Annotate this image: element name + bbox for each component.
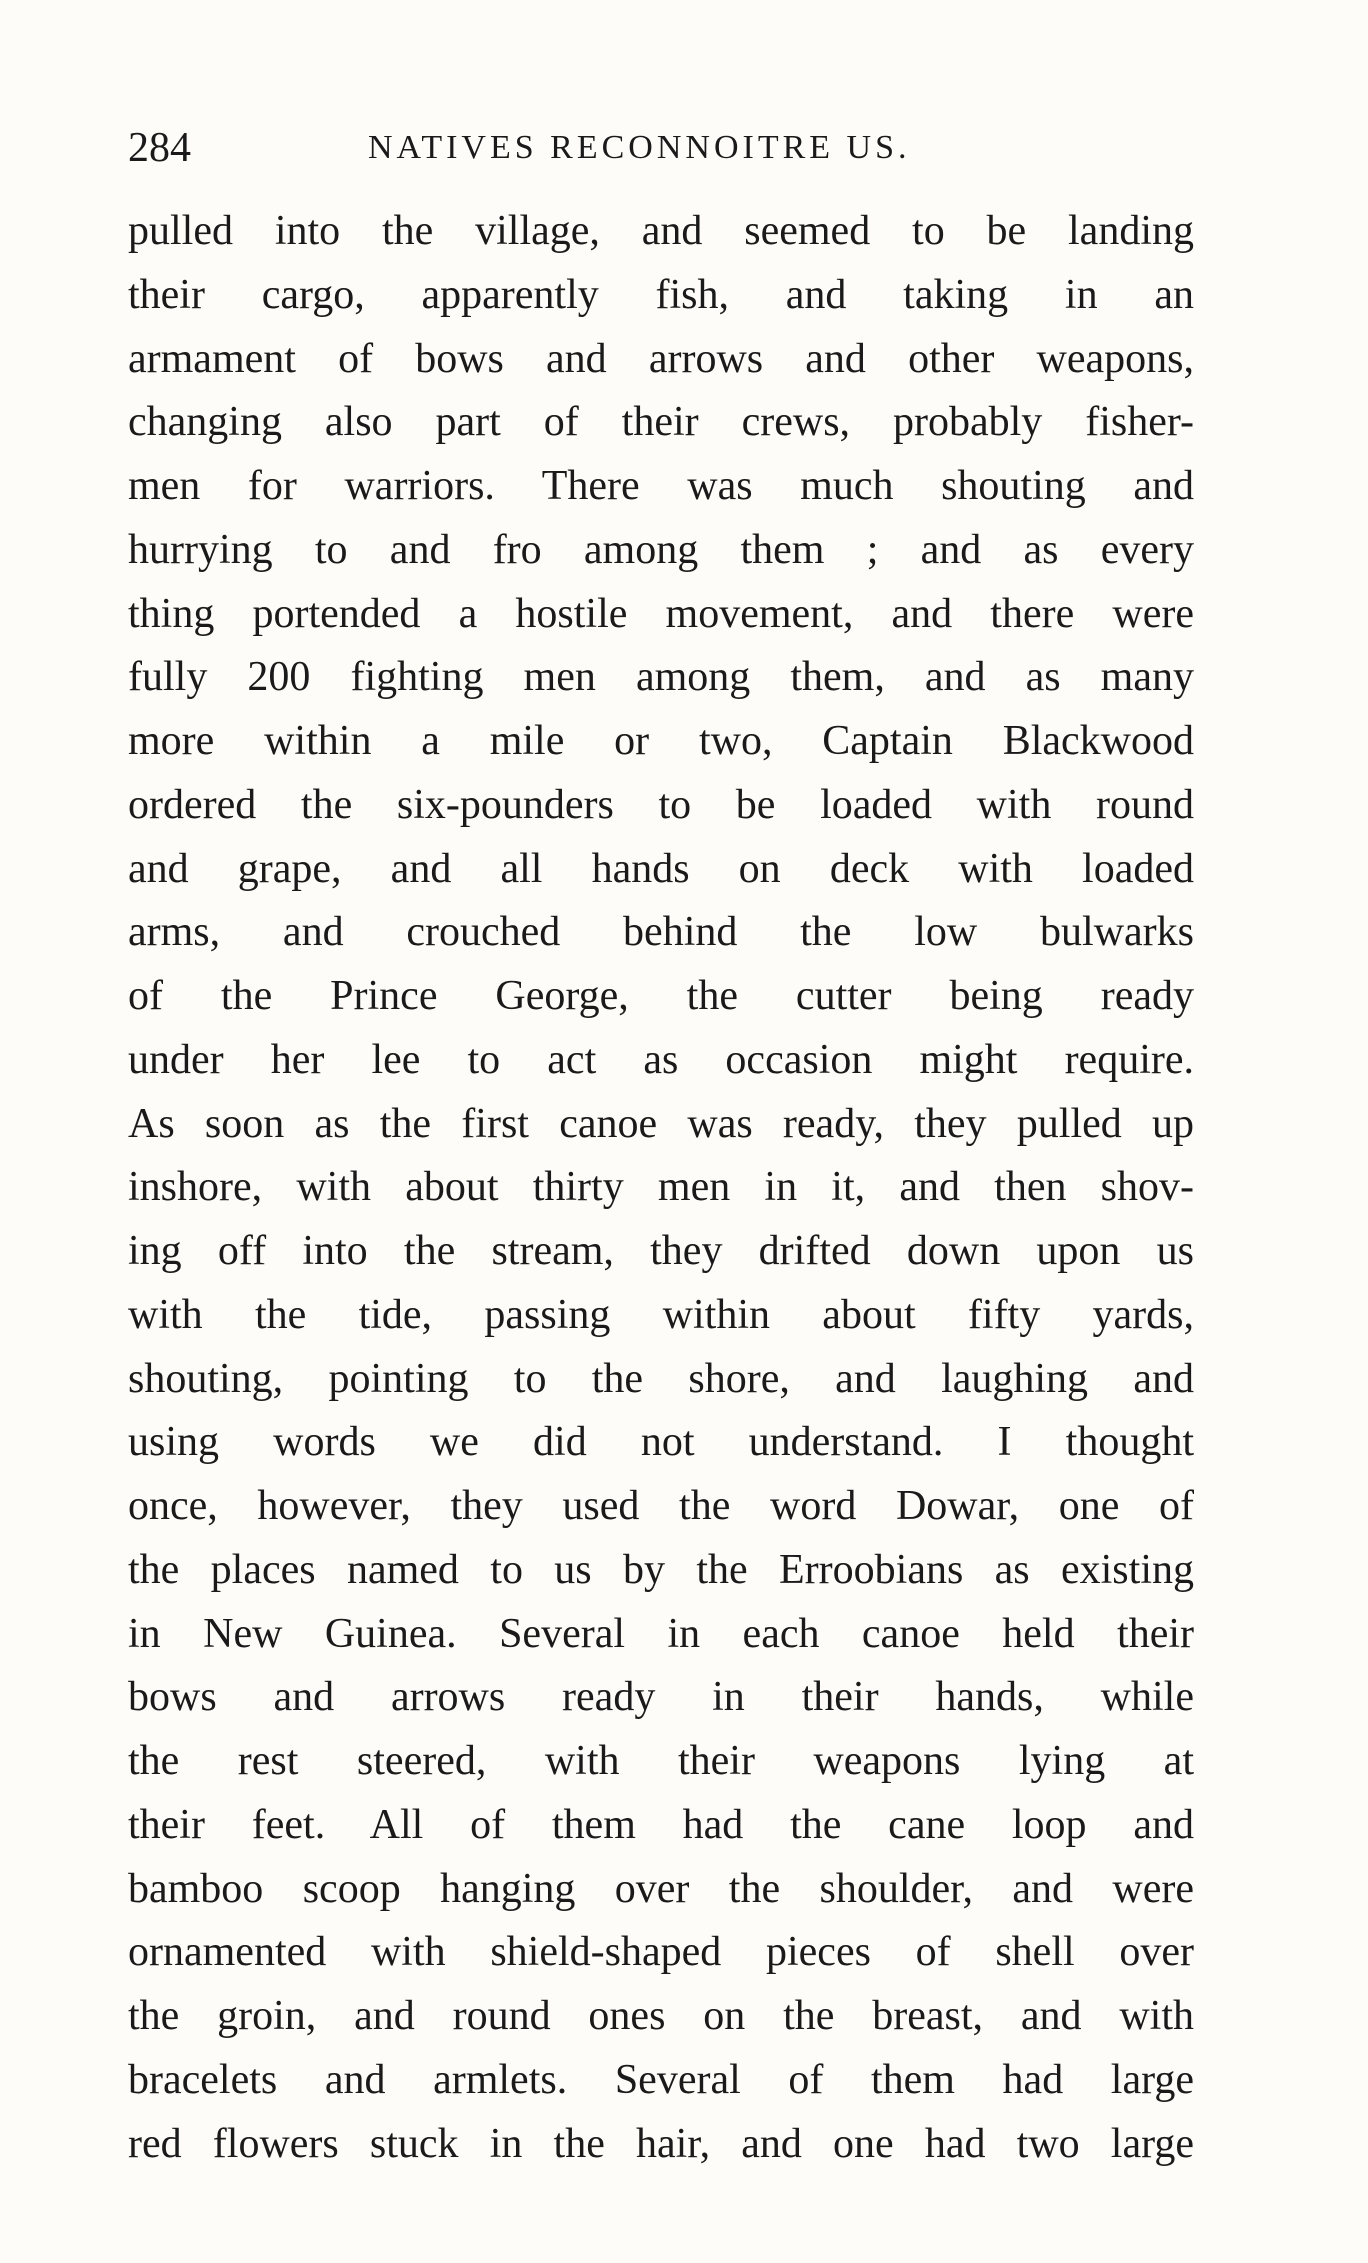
text-line: using words we did not understand. I thought [128,1419,1194,1466]
text-line: the groin, and round ones on the breast, and with [128,1993,1194,2039]
page-number: 284 [128,125,191,171]
text-line: bows and arrows ready in their hands, while [128,1674,1194,1721]
text-line: shouting, pointing to the shore, and laughing and [128,1355,1194,1402]
text-line: more within a mile or two, Captain Blackwood [128,718,1194,764]
text-line: the rest steered, with their weapons lying at [128,1738,1194,1784]
text-line: ornamented with shield-shaped pieces of shell over [128,1929,1194,1976]
text-line: As soon as the first canoe was ready, they pulled up [128,1100,1194,1147]
text-line: men for warriors. There was much shouting and [128,463,1194,509]
text-line: hurrying to and fro among them ; and as every [128,526,1194,573]
text-line: pulled into the village, and seemed to be landing [128,208,1194,254]
text-line: armament of bows and arrows and other weapons, [128,335,1194,382]
text-line: fully 200 fighting men among them, and as many [128,654,1194,701]
text-line: of the Prince George, the cutter being ready [128,973,1194,1019]
text-line: inshore, with about thirty men in it, and then shov- [128,1164,1194,1211]
text-line: in New Guinea. Several in each canoe held their [128,1610,1194,1657]
text-line: bamboo scoop hanging over the shoulder, and were [128,1865,1194,1912]
text-line: arms, and crouched behind the low bulwarks [128,909,1194,956]
text-line: with the tide, passing within about fifty yards, [128,1291,1194,1338]
running-head [128,118,1208,178]
text-line: the places named to us by the Erroobians as existing [128,1546,1194,1593]
text-line: their feet. All of them had the cane loop and [128,1801,1194,1848]
body-text [128,200,1194,2176]
running-title: NATIVES RECONNOITRE US. [368,129,911,166]
text-line: ordered the six-pounders to be loaded with round [128,781,1194,828]
text-line: bracelets and armlets. Several of them had large [128,2056,1194,2103]
text-line: and grape, and all hands on deck with loaded [128,845,1194,892]
text-line: once, however, they used the word Dowar, one of [128,1483,1194,1529]
text-line: their cargo, apparently fish, and taking in an [128,271,1194,318]
text-line: changing also part of their crews, probably fisher- [128,399,1194,446]
text-line: red flowers stuck in the hair, and one had two large [128,2120,1194,2167]
text-line: thing portended a hostile movement, and there were [128,590,1194,637]
text-line: ing off into the stream, they drifted down upon us [128,1228,1194,1274]
text-line: under her lee to act as occasion might require. [128,1036,1194,1083]
